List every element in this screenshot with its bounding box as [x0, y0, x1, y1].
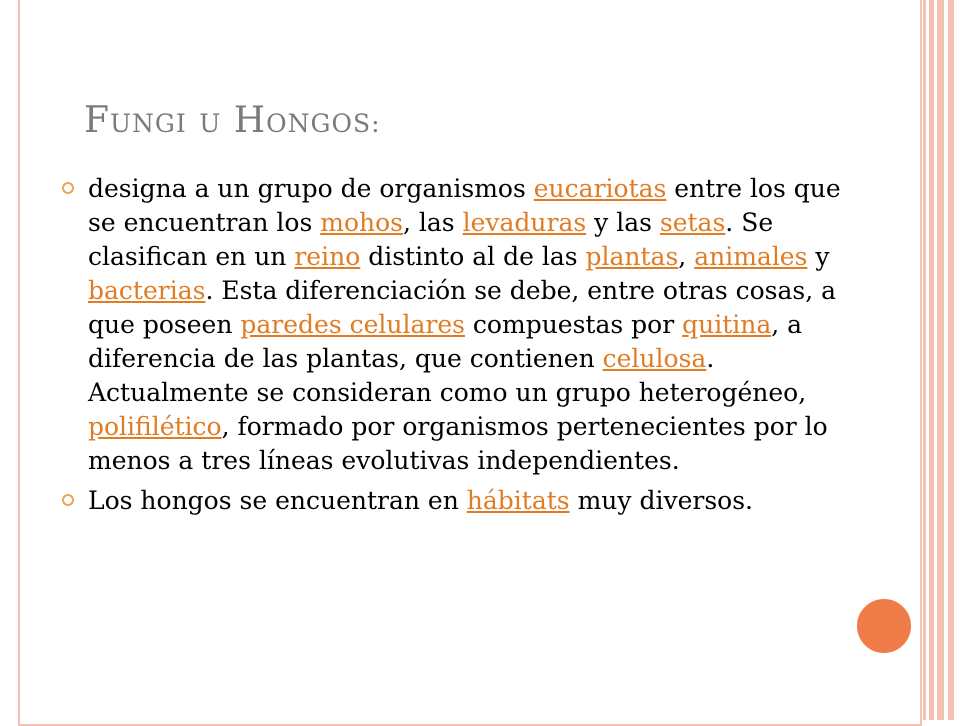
link-paredes-celulares[interactable]: paredes celulares: [240, 310, 465, 339]
link-bacterias[interactable]: bacterias: [88, 276, 206, 305]
decorative-stripes: [916, 0, 960, 720]
link-plantas[interactable]: plantas: [585, 242, 679, 271]
link-setas[interactable]: setas: [659, 208, 726, 237]
link-quitina[interactable]: quitina: [682, 310, 772, 339]
bullet-marker-icon: [62, 494, 74, 506]
bullet-marker-icon: [62, 182, 74, 194]
link-celulosa[interactable]: celulosa: [602, 344, 707, 373]
bullet-item-2: Los hongos se encuentran en hábitats muy diversos.: [60, 484, 850, 518]
link-animales[interactable]: animales: [694, 242, 808, 271]
link-reino[interactable]: reino: [294, 242, 361, 271]
bullet-list: [60, 172, 850, 524]
bullet-item-1: designa a un grupo de organismos eucariotas entre los que se encuentran los mohos, las levaduras y las setas. Se clasifican en un reino distinto al de las plantas, animales y bacterias. Esta diferenciación se debe, entre otras cosas, a que poseen paredes celulares compuestas por quitina, a diferencia de las plantas, que contienen celulosa. Actualmente se consideran como un grupo heterogéneo, polifilético, formado por organismos pertenecientes por lo menos a tres líneas evolutivas independientes.: [60, 172, 850, 478]
link-levaduras[interactable]: levaduras: [462, 208, 587, 237]
slide-title: FUNGI U HONGOS:: [84, 100, 381, 141]
link-habitats[interactable]: hábitats: [466, 486, 570, 515]
link-eucariotas[interactable]: eucariotas: [533, 174, 667, 203]
link-polifiletico[interactable]: polifilético: [88, 412, 222, 441]
decorative-circle: [854, 596, 914, 656]
link-mohos[interactable]: mohos: [320, 208, 403, 237]
